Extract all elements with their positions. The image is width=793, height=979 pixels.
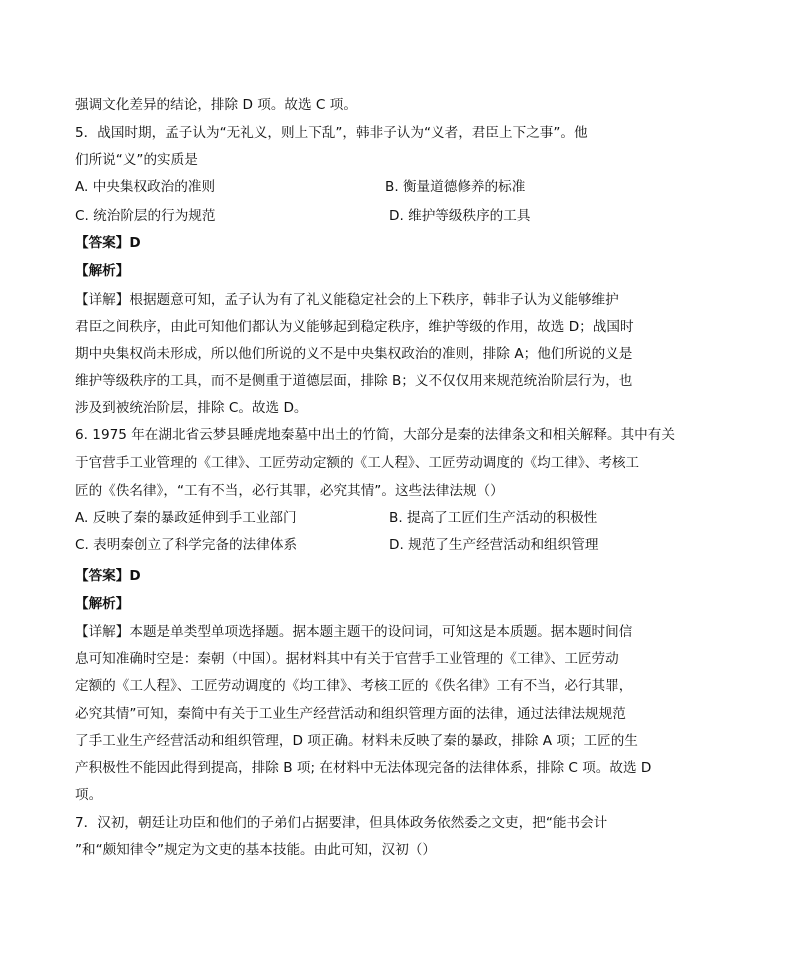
question-6-stem-cont: 匠的《佚名律》，“工有不当，必行其罪，必究其情”。这些法律法规（） — [75, 483, 504, 499]
q5-explanation-line: 维护等级秩序的工具，而不是侧重于道德层面，排除 B；义不仅仅用来规范统治阶层行为，也 — [75, 373, 633, 389]
q6-analysis-heading: 【解析】 — [75, 596, 130, 612]
q6-explanation-line: 【详解】本题是单类型单项选择题。据本题主题干的设问词，可知这是本质题。据本题时间信 — [75, 624, 633, 640]
question-7-stem-cont: ”和“颇知律令”规定为文吏的基本技能。由此可知，汉初（） — [75, 842, 436, 858]
q6-explanation-line: 项。 — [75, 787, 103, 803]
question-5-stem-cont: 们所说“义”的实质是 — [75, 152, 198, 168]
q5-explanation-line: 【详解】根据题意可知，孟子认为有了礼义能稳定社会的上下秩序，韩非子认为义能够维护 — [75, 292, 619, 308]
question-7-stem: 7．汉初，朝廷让功臣和他们的子弟们占据要津，但具体政务依然委之文吏，把“能书会计 — [75, 815, 608, 831]
q6-option-c: C. 表明秦创立了科学完备的法律体系 — [75, 537, 298, 553]
q5-option-c: C. 统治阶层的行为规范 — [75, 208, 216, 224]
text-line: 强调文化差异的结论，排除 D 项。故选 C 项。 — [75, 97, 357, 113]
q6-option-d: D. 规范了生产经营活动和组织管理 — [389, 537, 599, 553]
q6-explanation-line: 必究其情”可知，秦简中有关于工业生产经营活动和组织管理方面的法律，通过法律法规规范 — [75, 706, 626, 722]
q6-option-a: A. 反映了秦的暴政延伸到手工业部门 — [75, 510, 297, 526]
question-5-stem: 5．战国时期，孟子认为“无礼义，则上下乱”，韩非子认为“义者，君臣上下之事”。他 — [75, 125, 588, 141]
q6-explanation-line: 定额的《工人程》、工匠劳动调度的《均工律》、考核工匠的《佚名律》工有不当，必行其罪， — [75, 678, 633, 694]
q6-explanation-line: 了手工业生产经营活动和组织管理，D 项正确。材料未反映了秦的暴政，排除 A 项；工匠的生 — [75, 733, 638, 749]
q5-answer: 【答案】D — [75, 235, 141, 251]
q5-option-a: A. 中央集权政治的准则 — [75, 179, 216, 195]
q6-answer: 【答案】D — [75, 568, 141, 584]
q5-analysis-heading: 【解析】 — [75, 263, 130, 279]
q6-explanation-line: 产积极性不能因此得到提高，排除 B 项; 在材料中无法体现完备的法律体系，排除 C 项。故选 D — [75, 760, 652, 776]
q5-explanation-line: 涉及到被统治阶层，排除 C。故选 D。 — [75, 400, 308, 416]
q5-option-d: D. 维护等级秩序的工具 — [389, 208, 531, 224]
q5-option-b: B. 衡量道德修养的标准 — [385, 179, 526, 195]
question-6-stem: 6. 1975 年在湖北省云梦县睡虎地秦墓中出土的竹简，大部分是秦的法律条文和相关解释。其中有关 — [75, 427, 675, 443]
q6-explanation-line: 息可知准确时空是：秦朝（中国）。据材料其中有关于官营手工业管理的《工律》、工匠劳动 — [75, 651, 619, 667]
q5-explanation-line: 期中央集权尚未形成，所以他们所说的义不是中央集权政治的准则，排除 A；他们所说的义是 — [75, 346, 633, 362]
q6-option-b: B. 提高了工匠们生产活动的积极性 — [389, 510, 598, 526]
q5-explanation-line: 君臣之间秩序，由此可知他们都认为义能够起到稳定秩序，维护等级的作用，故选 D；战国时 — [75, 319, 634, 335]
question-6-stem-cont: 于官营手工业管理的《工律》、工匠劳动定额的《工人程》、工匠劳动调度的《均工律》、考核工 — [75, 455, 640, 471]
